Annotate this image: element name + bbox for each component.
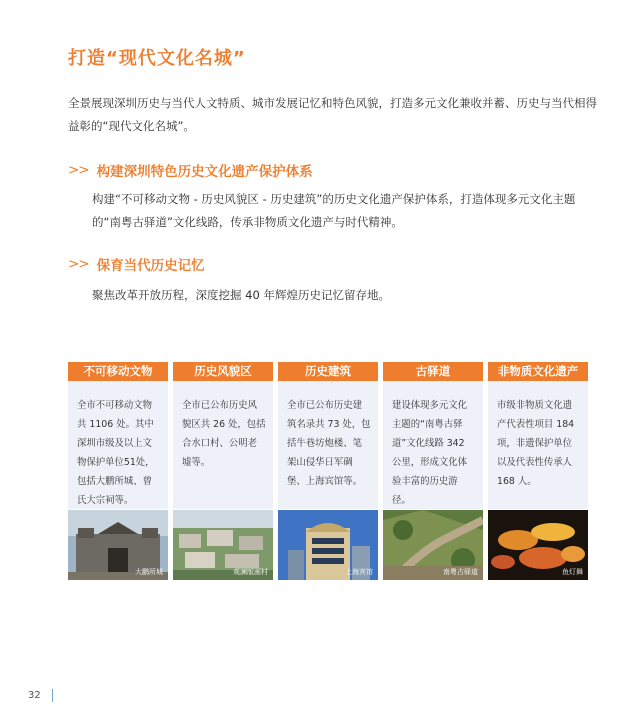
column-header: 历史风貌区 [173, 362, 273, 381]
photo-caption: 观澜版画村 [233, 568, 268, 576]
intro-paragraph: 全景展现深圳历史与当代人文特质、城市发展记忆和特色风貌，打造多元文化兼收并蓄、历史与当代相得益彰的“现代文化名城”。 [68, 96, 597, 133]
heritage-columns [68, 362, 588, 580]
photo-caption: 上海宾馆 [345, 568, 373, 576]
column-body: 市级非物质文化遗产代表性项目 184 项，非遗保护单位以及代表性传承人 168 人。 [488, 381, 588, 509]
hotel-photo [278, 510, 378, 580]
section-heading-heritage [68, 160, 313, 180]
section-paragraph-memory: 聚焦改革开放历程，深度挖掘 40 年辉煌历史记忆留存地。 [92, 288, 390, 302]
post-road-photo [383, 510, 483, 580]
page-number: 32 [28, 690, 41, 701]
column-body: 全市已公布历史建筑名录共 73 处，包括牛巷坊炮楼、笔架山侵华日军碉堡、上海宾馆等。 [278, 381, 378, 509]
column-body: 全市已公布历史风貌区共 26 处，包括合水口村、公明老墟等。 [173, 381, 273, 509]
column-body: 全市不可移动文物共 1106 处。其中深圳市级及以上文物保护单位51处，包括大鹏所城、曾氏大宗祠等。 [68, 381, 168, 509]
section-heading-text: 保育当代历史记忆 [96, 258, 205, 274]
fortress-photo [68, 510, 168, 580]
photo-caption: 大鹏所城 [135, 568, 163, 576]
section-paragraph-heritage: 构建“不可移动文物 - 历史风貌区 - 历史建筑”的历史文化遗产保护体系，打造体现多元文化主题的“南粤古驿道”文化线路，传承非物质文化遗产与时代精神。 [92, 192, 576, 229]
section-heading-text: 构建深圳特色历史文化遗产保护体系 [96, 164, 313, 180]
column-header: 非物质文化遗产 [488, 362, 588, 381]
footer-divider [52, 689, 53, 702]
page-title: 打造“现代文化名城” [68, 48, 246, 69]
photo-caption: 南粤古驿道 [443, 568, 478, 576]
column-immovable-relics [68, 362, 168, 580]
column-header: 古驿道 [383, 362, 483, 381]
chevron-double-right-icon: >> [68, 256, 89, 272]
village-photo [173, 510, 273, 580]
column-historic-districts [173, 362, 273, 580]
column-historic-buildings [278, 362, 378, 580]
column-intangible-heritage [488, 362, 588, 580]
fish-lantern-photo [488, 510, 588, 580]
column-header: 历史建筑 [278, 362, 378, 381]
photo-caption: 鱼灯舞 [562, 568, 583, 576]
column-header: 不可移动文物 [68, 362, 168, 381]
column-ancient-post-road [383, 362, 483, 580]
column-body: 建设体现多元文化主题的“南粤古驿道”文化线路 342 公里，形成文化体验丰富的历史游径。 [383, 381, 483, 509]
section-heading-memory [68, 254, 205, 274]
chevron-double-right-icon: >> [68, 162, 89, 178]
